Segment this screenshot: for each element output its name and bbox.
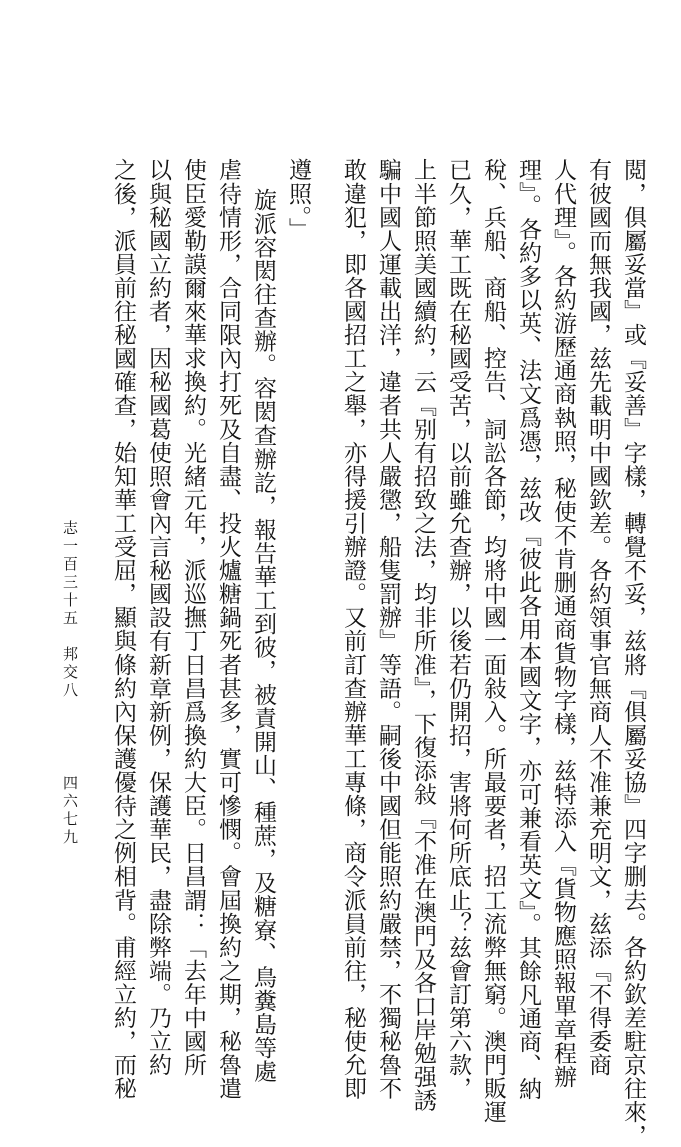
text-column: 使臣愛勒謨爾來華求換約。光緒元年，派巡撫丁日昌爲換約大臣。日昌謂：「去年中國所 — [180, 158, 206, 1077]
text-column: 有彼國而無我國，兹先載明中國欽差。各約領事官無商人不准兼充明文，兹添『不得委商 — [585, 158, 611, 1077]
text-column: 稅、兵船、商船、控告、詞訟各節，均將中國一面敍入。所最要者，招工流弊無窮。澳門販運 — [480, 158, 506, 1124]
text-column: 人代理』。各約游歷通商執照，秘使不肯删通商貨物字樣，兹特添入『貨物應照報單章程辦 — [550, 158, 576, 1089]
text-column: 旋派容閎往查辦。容閎查辦訖，報告華工到彼，被責開山、種蔗，及糖寮、鳥糞島等處 — [250, 188, 276, 1083]
text-column: 以與秘國立約者，因秘國葛使照會內言秘國設有新章新例，保護華民，盡除弊端。乃立約 — [145, 158, 171, 1077]
text-column: 閲，俱屬妥當』或『妥善』字樣，轉覺不妥，兹將『俱屬妥協』四字删去。各約欽差駐京往來， — [620, 158, 646, 1147]
text-column: 虐待情形，合同限內打死及自盡、投火爐糖鍋死者甚多，實可慘憫。會屆換約之期，秘魯遣 — [215, 158, 241, 1100]
text-column: 之後，派員前往秘國確查，始知華工受屈，顯與條約內保護優待之例相背。甫經立約，而秘 — [110, 158, 136, 1100]
page-number: 四六七九 — [61, 775, 79, 847]
text-column: 理』。各約多以英、法文爲憑，兹改『彼此各用本國文字，亦可兼看英文』。其餘凡通商、納 — [515, 158, 541, 1101]
text-column: 已久，華工既在秘國受苦，以前雖允查辦，以後若仍開招，害將何所底止？兹會訂第六款， — [445, 158, 471, 1100]
text-column: 上半節照美國續約，云『别有招致之法，均非所准』，下復添敍『不准在澳門及各口岸勉强誘 — [410, 158, 436, 1113]
text-column: 敢違犯，即各國招工之舉，亦得援引辦證。又前訂查辦華工專條，商令派員前往，秘使允即 — [340, 158, 366, 1100]
text-column: 遵照。」 — [285, 158, 311, 241]
text-column: 騙中國人運載出洋，違者共人嚴懲，船隻罰辦』等語。嗣後中國但能照約嚴禁，不獨秘魯不 — [375, 158, 401, 1100]
running-footer-title: 志一百三十五 邦交八 — [61, 520, 79, 700]
